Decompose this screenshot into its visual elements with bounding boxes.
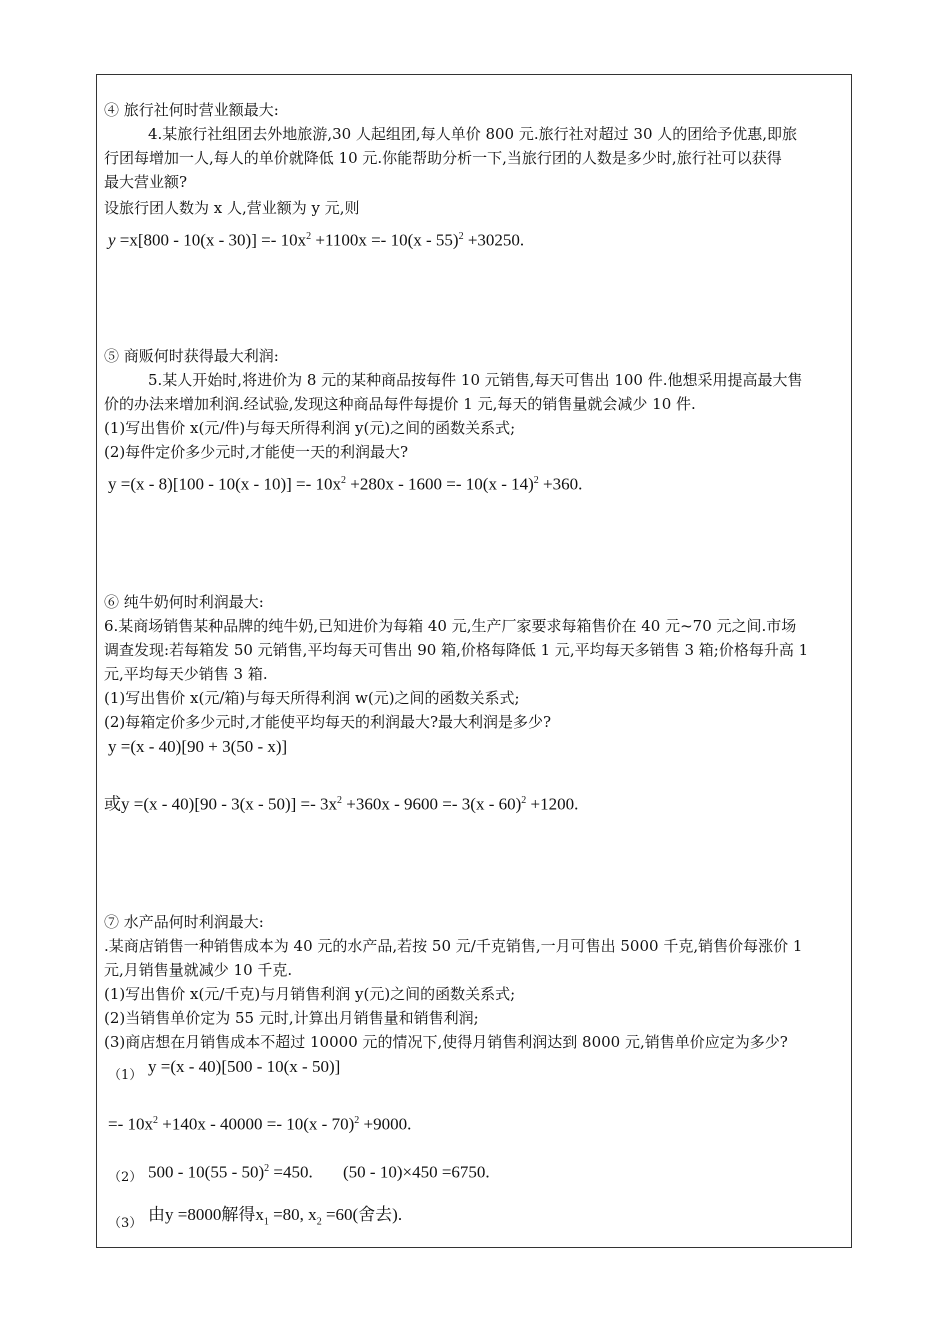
- s7-answer-2-label: （2）: [108, 1170, 143, 1185]
- s7-question-2: (2)当销售单价定为 55 元时,计算出月销售量和销售利润;: [104, 1009, 479, 1027]
- s7-text-1: .某商店销售一种销售成本为 40 元的水产品,若按 50 元/千克销售,一月可售出 5000 千克,销售价每涨价 1: [104, 937, 803, 955]
- s4-text-3: 最大营业额?: [104, 173, 188, 191]
- s6-text-2: 调查发现:若每箱发 50 元销售,平均每天可售出 90 箱,价格每降低 1 元,平均每天多销售 3 箱;价格每升高 1: [104, 641, 809, 659]
- s7-question-3: (3)商店想在月销售成本不超过 10000 元的情况下,使得月销售利润达到 8000 元,销售单价应定为多少?: [104, 1033, 788, 1051]
- s6-text-1: 6.某商场销售某种品牌的纯牛奶,已知进价为每箱 40 元,生产厂家要求每箱售价在 40 元~70 元之间.市场: [104, 617, 797, 635]
- section-5-title: ⑤ 商贩何时获得最大利润:: [104, 347, 279, 365]
- section-7-title: ⑦ 水产品何时利润最大:: [104, 913, 264, 931]
- s7-answer-3-formula: 由y =8000解得$x_1 =80$, $x_2 =60$(舍去).: [148, 1205, 403, 1228]
- s5-formula: $y =(x - 8)[100 - 10(x - 10)] =- 10x^2 +280x - 1600 =- 10(x - 14)^2 +360$.: [108, 474, 583, 494]
- s6-formula-1: y =(x - 40)[90 + 3(50 - x)]: [108, 737, 288, 756]
- s7-question-1: (1)写出售价 x(元/千克)与月销售利润 y(元)之间的函数关系式;: [104, 985, 516, 1003]
- s5-text-2: 价的办法来增加利润.经试验,发现这种商品每件每提价 1 元,每天的销售量就会减少 10 件.: [104, 395, 696, 413]
- s7-answer-1-formula: y =(x - 40)[500 - 10(x - 50)]: [148, 1057, 341, 1076]
- s7-answer-2-formula: 500 - 10(55 - 50)$^2$ =450. (50 - 10)×450 =6750.: [148, 1162, 490, 1182]
- s6-formula-2: 或$y =(x - 40)[90 - 3(x - 50)] =- 3x^2 +360x - 9600 =- 3(x - 60)^2 +1200$.: [104, 794, 579, 814]
- s7-answer-3-label: （3）: [108, 1216, 143, 1231]
- s4-text-2: 行团每增加一人,每人的单价就降低 10 元.你能帮助分析一下,当旅行团的人数是多少时,旅行社可以获得: [104, 149, 782, 167]
- section-4-title: ④ 旅行社何时营业额最大:: [104, 101, 279, 119]
- s6-text-3: 元,平均每天少销售 3 箱.: [104, 665, 268, 683]
- section-6-title: ⑥ 纯牛奶何时利润最大:: [104, 593, 264, 611]
- s7-text-2: 元,月销售量就减少 10 千克.: [104, 961, 293, 979]
- s5-text-1: 5.某人开始时,将进价为 8 元的某种商品按每件 10 元销售,每天可售出 100 件.他想采用提高最大售: [148, 371, 803, 389]
- s6-question-1: (1)写出售价 x(元/箱)与每天所得利润 w(元)之间的函数关系式;: [104, 689, 520, 707]
- s5-question-1: (1)写出售价 x(元/件)与每天所得利润 y(元)之间的函数关系式;: [104, 419, 516, 437]
- s6-question-2: (2)每箱定价多少元时,才能使平均每天的利润最大?最大利润是多少?: [104, 713, 552, 731]
- s4-text-4: 设旅行团人数为 x 人,营业额为 y 元,则: [104, 199, 360, 217]
- s7-answer-1-expanded: =- $10x^2 +140x - 40000 =- 10(x - 70)^2 +9000$.: [108, 1114, 412, 1134]
- s4-text-1: 4.某旅行社组团去外地旅游,30 人起组团,每人单价 800 元.旅行社对超过 30 人的团给予优惠,即旅: [148, 125, 798, 143]
- s7-answer-1-label: （1）: [108, 1068, 143, 1083]
- s4-formula: $y =x[800 - 10(x - 30)] =- 10x^2 +1100x =- 10(x - 55)^2 +30250$.: [108, 230, 525, 250]
- s5-question-2: (2)每件定价多少元时,才能使一天的利润最大?: [104, 443, 409, 461]
